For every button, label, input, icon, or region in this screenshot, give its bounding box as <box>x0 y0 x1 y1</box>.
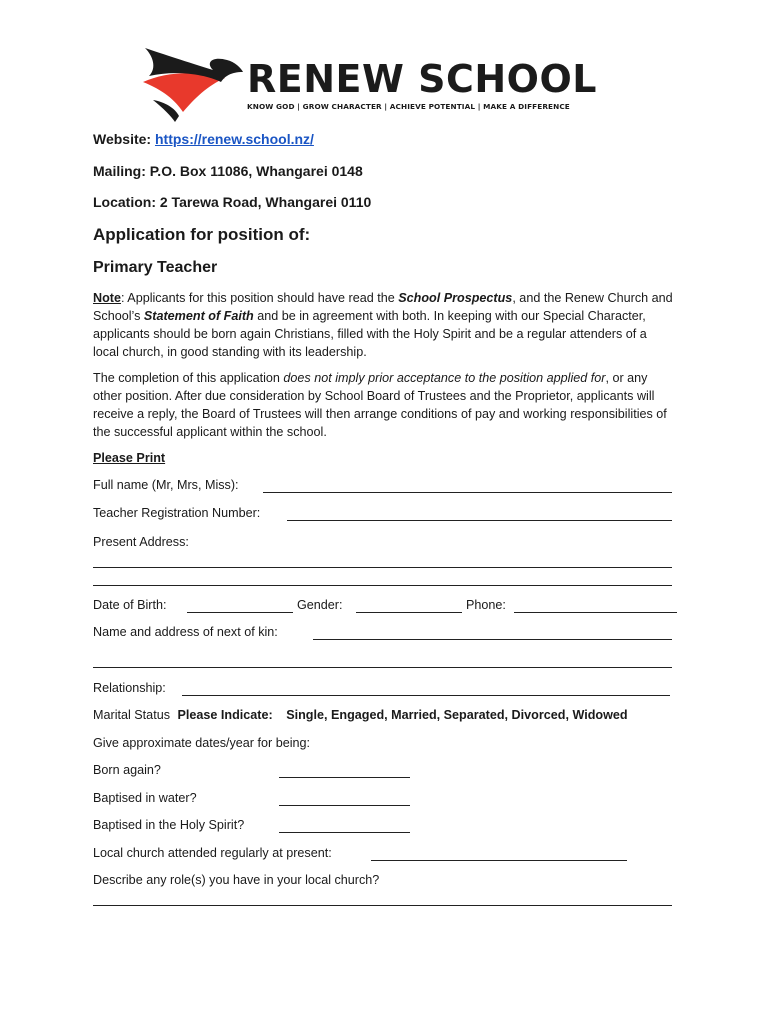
completion-paragraph <box>93 369 673 441</box>
registration-field[interactable] <box>287 520 672 521</box>
born-again-label: Born again? <box>93 763 161 777</box>
location-address: Location: 2 Tarewa Road, Whangarei 0110 <box>93 194 372 210</box>
please-indicate-label: Please Indicate: <box>177 708 273 722</box>
dates-intro: Give approximate dates/year for being: <box>93 736 311 750</box>
note-label: Note <box>93 291 121 305</box>
roles-field[interactable] <box>93 905 672 906</box>
gender-label: Gender: <box>297 598 343 612</box>
baptised-water-field[interactable] <box>279 805 410 806</box>
school-name: RENEW SCHOOL <box>247 57 598 101</box>
baptised-spirit-field[interactable] <box>279 832 410 833</box>
note-text-1: : Applicants for this position should have read the <box>121 291 399 305</box>
marital-options[interactable]: Single, Engaged, Married, Separated, Divorced, Widowed <box>286 708 628 722</box>
full-name-field[interactable] <box>263 492 672 493</box>
baptised-spirit-label: Baptised in the Holy Spirit? <box>93 818 245 832</box>
phone-label: Phone: <box>466 598 506 612</box>
phone-field[interactable] <box>514 612 677 613</box>
website-link[interactable]: https://renew.school.nz/ <box>154 131 314 147</box>
please-print-label: Please Print <box>93 451 166 465</box>
note-paragraph <box>93 289 673 361</box>
address-field-line-1[interactable] <box>93 567 672 568</box>
dob-field[interactable] <box>187 612 293 613</box>
dob-label: Date of Birth: <box>93 598 167 612</box>
baptised-water-label: Baptised in water? <box>93 791 197 805</box>
next-of-kin-field-line-2[interactable] <box>93 667 672 668</box>
mailing-address: Mailing: P.O. Box 11086, Whangarei 0148 <box>93 163 363 179</box>
note-text-3: and be in agreement with both. In keeping with our Special Character, applicants should be born again Christians, filled with the Holy Spirit and be a regular attenders of a local church, in good standing with its leadership. <box>93 309 647 359</box>
marital-status-row <box>93 708 628 722</box>
born-again-field[interactable] <box>279 777 410 778</box>
website-label: Website: <box>93 131 152 147</box>
relationship-label: Relationship: <box>93 681 166 695</box>
completion-text-1: The completion of this application <box>93 371 284 385</box>
relationship-field[interactable] <box>182 695 670 696</box>
bird-icon <box>135 42 245 122</box>
note-text-2: , and the Renew Church and School’s <box>93 291 673 323</box>
next-of-kin-field[interactable] <box>313 639 672 640</box>
school-logo <box>135 42 598 122</box>
address-label: Present Address: <box>93 535 189 549</box>
full-name-label: Full name (Mr, Mrs, Miss): <box>93 478 239 492</box>
church-label: Local church attended regularly at present: <box>93 846 332 860</box>
completion-text-2: , or any other position. After due consideration by School Board of Trustees and the Proprietor, applicants will receive a reply, the Board of Trustees will then arrange conditions of pay and working responsibilities of the successful applicant within the school. <box>93 371 667 439</box>
completion-italic: does not imply prior acceptance to the position applied for <box>283 371 606 385</box>
page-title: Application for position of: <box>93 225 311 244</box>
registration-label: Teacher Registration Number: <box>93 506 261 520</box>
statement-of-faith-ref: Statement of Faith <box>143 309 254 323</box>
address-field-line-2[interactable] <box>93 585 672 586</box>
position-title: Primary Teacher <box>93 259 218 276</box>
school-tagline: KNOW GOD | GROW CHARACTER | ACHIEVE POTENTIAL | MAKE A DIFFERENCE <box>247 102 570 111</box>
school-prospectus-ref: School Prospectus <box>398 291 513 305</box>
marital-status-label: Marital Status <box>93 708 170 722</box>
next-of-kin-label: Name and address of next of kin: <box>93 625 278 639</box>
roles-label: Describe any role(s) you have in your local church? <box>93 873 380 887</box>
website-line <box>93 131 314 147</box>
gender-field[interactable] <box>356 612 462 613</box>
church-field[interactable] <box>371 860 627 861</box>
